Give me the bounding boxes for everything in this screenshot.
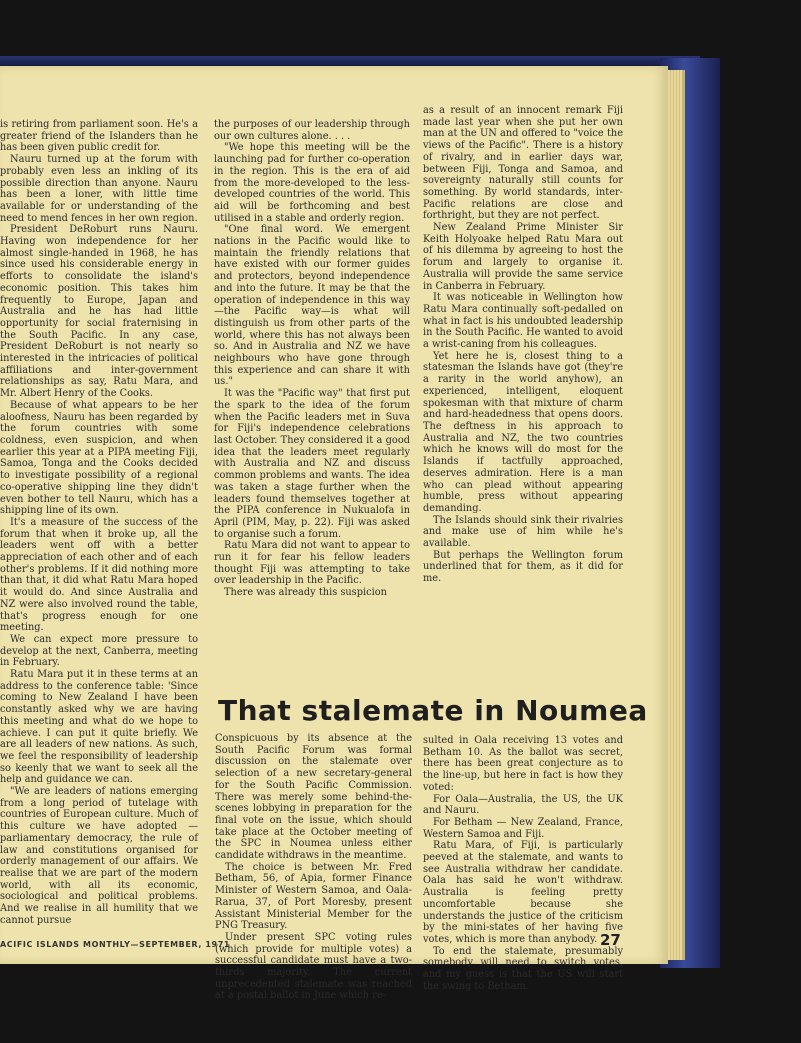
paragraph: The choice is between Mr. Fred Betham, 56, of Apia, former Finance Minister of Western Samoa, and Oala-Rarua, 37, of Port Moresby, present Assistant Ministerial Member for the PNG Treasury. [215, 861, 412, 932]
paragraph: But perhaps the Wellington forum underlined that for them, as it did for me. [423, 549, 623, 585]
sidebar-column-1 [215, 733, 412, 1002]
paragraph: Yet here he is, closest thing to a statesman the Islands have got (they're a rarity in the world anyhow), an experienced, intelligent, eloquent spokesman with that mixture of charm and hard-headedness that opens doors. The deftness in his approach to Australia and NZ, the two countries which he knows will do most for the Islands if tactfully approached, deserves admiration. Here is a man who can plead without appearing humble, press without appearing demanding. [423, 350, 623, 514]
paragraph: as a result of an innocent remark Fiji made last year when she put her own man at the UN and offered to "voice the views of the Pacific". There is a history of rivalry, and in earlier days war, between Fiji, Tonga and Samoa, and sovereignty naturally still counts for something. By world standards, inter-Pacific relations are close and forthright, but they are not perfect. [423, 105, 623, 222]
running-footer: ACIFIC ISLANDS MONTHLY—SEPTEMBER, 1971 [0, 940, 231, 949]
paragraph: It was noticeable in Wellington how Ratu Mara continually soft-pedalled on what in fact is his undoubted leadership in the South Pacific. He wanted to avoid a wrist-caning from his colleagues. [423, 292, 623, 351]
article-column-3 [423, 105, 623, 601]
paragraph: For Oala—Australia, the US, the UK and Nauru. [423, 793, 623, 817]
paragraph: The Islands should sink their rivalries and make use of him while he's available. [423, 514, 623, 550]
article-column-2 [214, 119, 410, 609]
paragraph: It's a measure of the success of the forum that when it broke up, all the leaders went off with a better appreciation of each other and of each other's problems. If it did nothing more than that, it did what Ratu Mara hoped it would do. And since Australia and NZ were also involved round the table, that's progress enough for one meeting. [0, 516, 198, 634]
paragraph: Ratu Mara put it in these terms at an address to the conference table: 'Since coming to New Zealand I have been constantly asked why we are having this meeting and what do we hope to achieve. I can put it quite briefly. We are all leaders of new nations. As such, we feel the responsibility of leadership so keenly that we want to seek all the help and guidance we can. [0, 669, 198, 786]
page-edges [668, 70, 685, 960]
paragraph: "One final word. We emergent nations in the Pacific would like to maintain the friendly relations that have existed with our former guides and protectors, beyond independence and into the future. It may be that the operation of independence in this way—the Pacific way—is what will distinguish us from other parts of the world, where this has not always been so. And in Australia and NZ we have neighbours who have gone through this experience and can share it with us." [214, 224, 410, 388]
page-number: 27 [600, 931, 621, 949]
paragraph: For Betham — New Zealand, France, Western Samoa and Fiji. [423, 816, 623, 840]
paragraph: Ratu Mara did not want to appear to run it for fear his fellow leaders thought Fiji was attempting to take over leadership in the Pacific. [214, 540, 410, 587]
paragraph: It was the "Pacific way" that first put the spark to the idea of the forum when the Pacific leaders met in Suva for Fiji's independence celebrations last October. They considered it a good idea that the leaders meet regularly with Australia and NZ and discuss common problems and wants. The idea was taken a stage further when the leaders found themselves together at the PIPA conference in Nukualofa in April (PIM, May, p. 22). Fiji was asked to organise such a forum. [214, 388, 410, 540]
paragraph: To end the stalemate, presumably somebody will need to switch votes, and my guess is that the US will start the swing to Betham. [423, 945, 623, 992]
paragraph: Because of what appears to be her aloofness, Nauru has been regarded by the forum countries with some coldness, even suspicion, and when earlier this year at a PIPA meeting Fiji, Samoa, Tonga and the Cooks decided to investigate possibility of a regional co-operative shipping line they didn't even bother to tell Nauru, which has a shipping line of its own. [0, 399, 198, 517]
paragraph: "We hope this meeting will be the launching pad for further co-operation in the region. This is the era of aid from the more-developed to the less-developed countries of the world. This aid will be forthcoming and best utilised in a stable and orderly region. [214, 142, 410, 224]
paragraph: President DeRoburt runs Nauru. Having won independence for her almost single-handed in 1968, he has since used his considerable energy in efforts to consolidate the island's economic position. This takes him frequently to Europe, Japan and Australia and he has had little opportunity for social fraternising in the South Pacific. In any case, President DeRoburt is not nearly so interested in the intricacies of political affiliations and inter-government relationships as say, Ratu Mara, and Mr. Albert Henry of the Cooks. [0, 224, 198, 400]
paragraph: the purposes of our leadership through our own cultures alone. . . . [214, 119, 410, 142]
sidebar-headline: That stalemate in Noumea [218, 694, 648, 727]
paragraph: Conspicuous by its absence at the South Pacific Forum was formal discussion on the stalemate over selection of a new secretary-general for the South Pacific Commission. There was merely some behind-the-scenes lobbying in preparation for the final vote on the issue, which should take place at the October meeting of the SPC in Noumea unless either candidate withdraws in the meantime. [215, 733, 412, 862]
magazine-page [0, 66, 668, 1002]
sidebar-column-2 [423, 735, 623, 992]
paragraph: We can expect more pressure to develop at the next, Canberra, meeting in February. [0, 633, 198, 669]
paragraph: Nauru turned up at the forum with probably even less an inkling of its possible direction than anyone. Nauru has been a loner, with little time available for or understanding of the need to mend fences in her own region. [0, 154, 198, 224]
article-column-1 [0, 119, 198, 979]
paragraph: Under present SPC voting rules (which provide for multiple votes) a successful candidate must have a two-thirds majority. The current unprecedented stalemate was reached at a postal ballot in June which re- [215, 931, 412, 1002]
paragraph: is retiring from parliament soon. He's a greater friend of the Islanders than he has been given public credit for. [0, 119, 198, 154]
paragraph: Ratu Mara, of Fiji, is particularly peeved at the stalemate, and wants to see Australia withdraw her candidate. Oala has said he won't withdraw. Australia is feeling pretty uncomfortable because she understands the justice of the criticism by the mini-states of her having five votes, which is more than anybody. [423, 840, 623, 945]
paragraph: sulted in Oala receiving 13 votes and Betham 10. As the ballot was secret, there has been great conjecture as to the line-up, but here in fact is how they voted: [423, 735, 623, 793]
paragraph: New Zealand Prime Minister Sir Keith Holyoake helped Ratu Mara out of his dilemma by agreeing to host the forum and largely to organise it. Australia will provide the same service in Canberra in February. [423, 222, 623, 292]
paragraph: "We are leaders of nations emerging from a long period of tutelage with countries of European culture. Much of this culture we have adopted — parliamentary democracy, the rule of law and constitutions organised for orderly management of our affairs. We realise that we are part of the modern world, with all its economic, sociological and political problems. And we realise in all humility that we cannot pursue [0, 786, 198, 926]
paragraph: There was already this suspicion [224, 587, 387, 599]
